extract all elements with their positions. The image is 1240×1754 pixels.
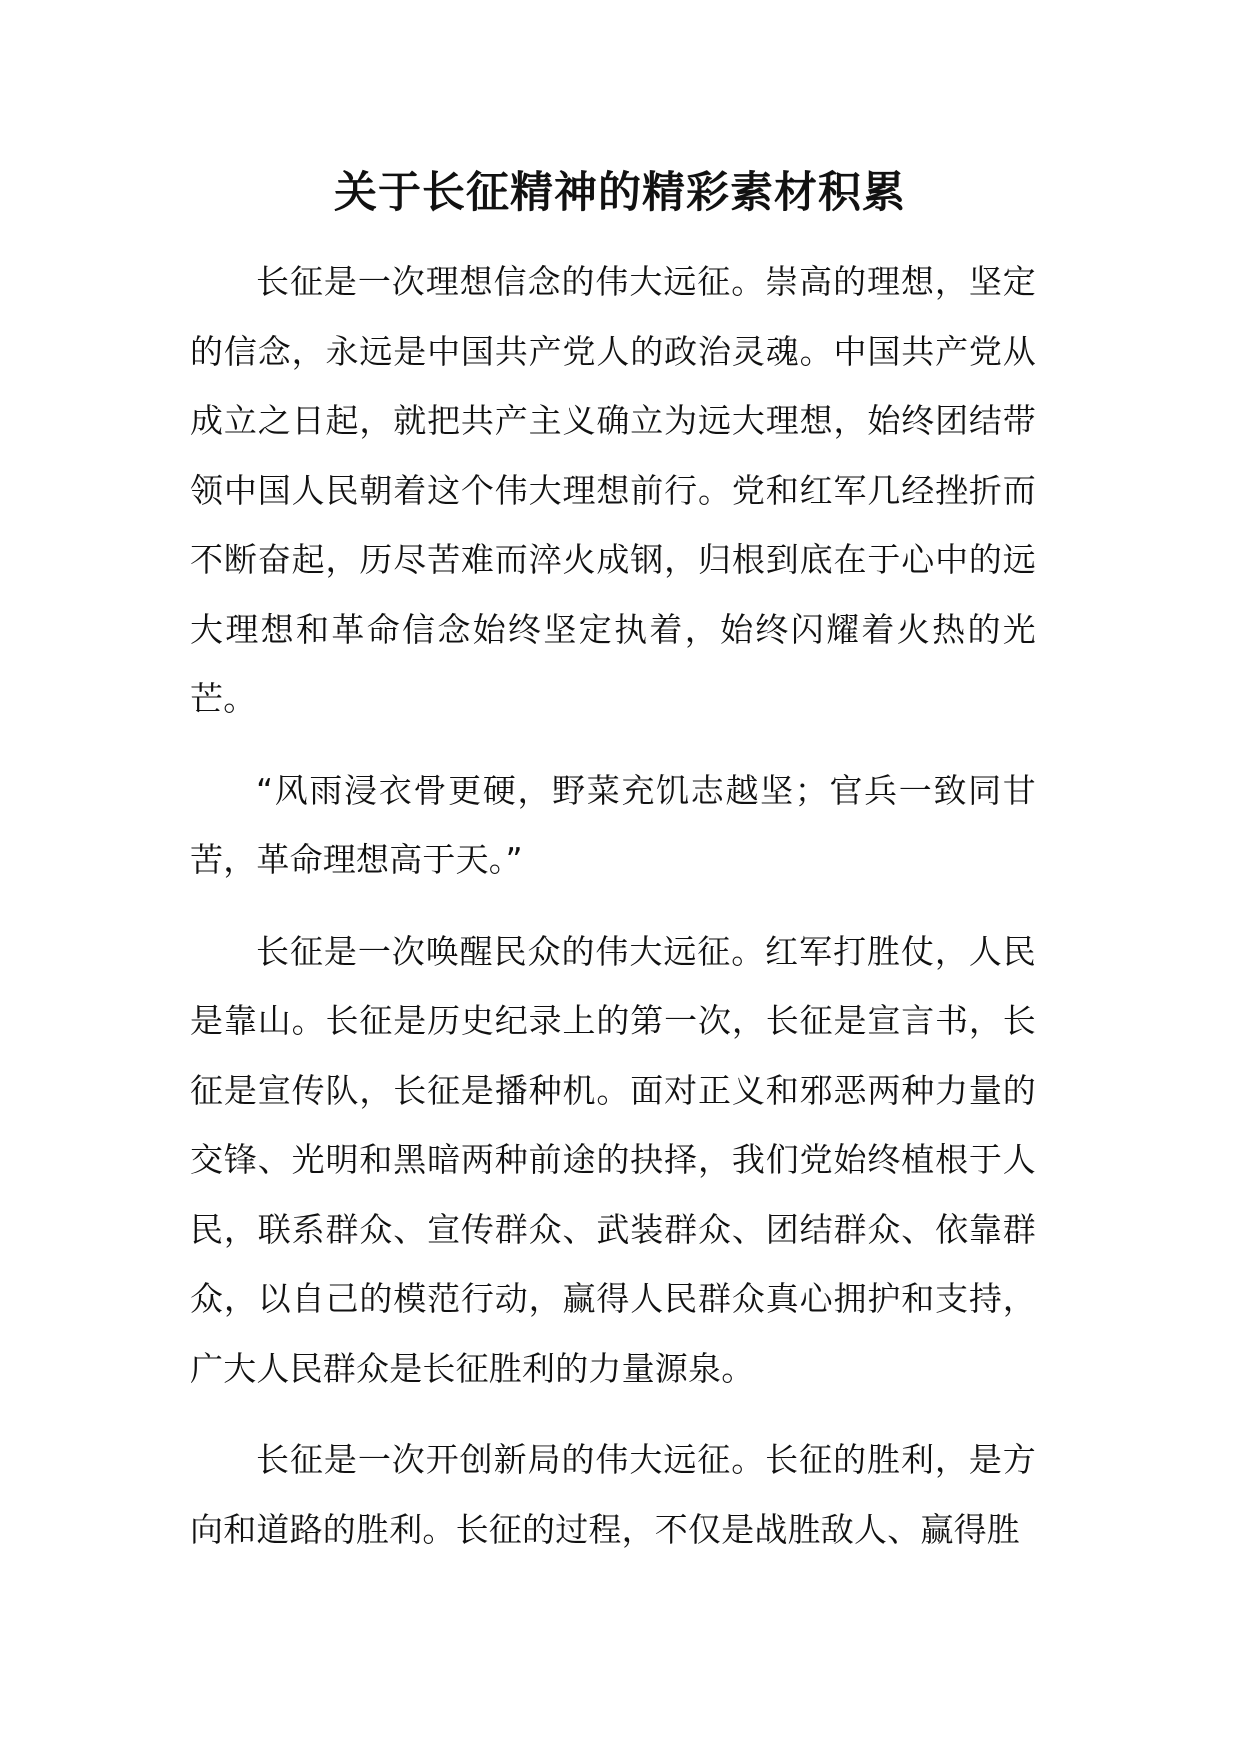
- document-body: [190, 247, 1036, 1586]
- paragraph-3: 长征是一次唤醒民众的伟大远征。红军打胜仗，人民是靠山。长征是历史纪录上的第一次，长征是宣言书，长征是宣传队，长征是播种机。面对正义和邪恶两种力量的交锋、光明和黑暗两种前途的抉择，我们党始终植根于人民，联系群众、宣传群众、武装群众、团结群众、依靠群众，以自己的模范行动，赢得人民群众真心拥护和支持，广大人民群众是长征胜利的力量源泉。: [190, 931, 1036, 1388]
- paragraph-4: 长征是一次开创新局的伟大远征。长征的胜利，是方向和道路的胜利。长征的过程，不仅是战胜敌人、赢得胜: [190, 1440, 1036, 1549]
- paragraph-2-quote: “风雨浸衣骨更硬，野菜充饥志越坚；官兵一致同甘苦，革命理想高于天。”: [190, 770, 1036, 879]
- document-title: 关于长征精神的精彩素材积累: [334, 168, 906, 218]
- paragraph-1: 长征是一次理想信念的伟大远征。崇高的理想，坚定的信念，永远是中国共产党人的政治灵魂。中国共产党从成立之日起，就把共产主义确立为远大理想，始终团结带领中国人民朝着这个伟大理想前行。党和红军几经挫折而不断奋起，历尽苦难而淬火成钢，归根到底在于心中的远大理想和革命信念始终坚定执着，始终闪耀着火热的光芒。: [190, 262, 1036, 718]
